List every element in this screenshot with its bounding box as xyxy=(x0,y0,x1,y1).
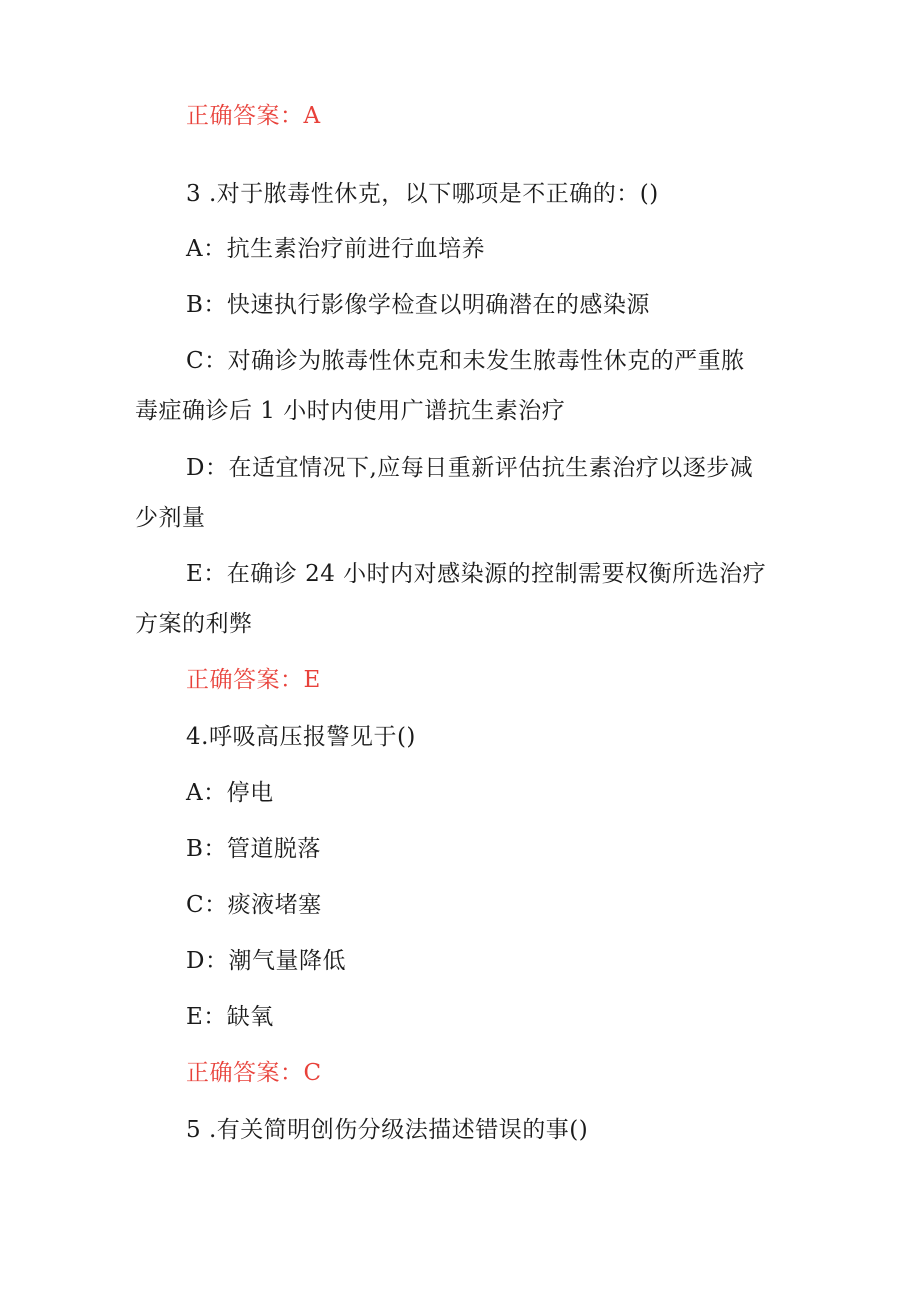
answer-q4: 正确答案：C xyxy=(186,1060,322,1086)
q4-option-d: D：潮气量降低 xyxy=(186,948,346,974)
q4-option-c: C：痰液堵塞 xyxy=(186,892,322,918)
q3-option-e-continued: 方案的利弊 xyxy=(135,611,253,637)
q3-option-a: A：抗生素治疗前进行血培养 xyxy=(186,236,486,262)
q3-option-c: C：对确诊为脓毒性休克和未发生脓毒性休克的严重脓 xyxy=(186,348,745,374)
question-5: 5 .有关简明创伤分级法描述错误的事() xyxy=(186,1117,589,1143)
q3-option-e: E：在确诊 24 小时内对感染源的控制需要权衡所选治疗 xyxy=(186,561,767,587)
q4-option-b: B：管道脱落 xyxy=(186,836,321,862)
question-4: 4.呼吸高压报警见于() xyxy=(186,724,416,750)
q3-option-b: B：快速执行影像学检查以明确潜在的感染源 xyxy=(186,292,650,318)
q3-option-c-continued: 毒症确诊后 1 小时内使用广谱抗生素治疗 xyxy=(135,398,566,424)
q3-option-d-continued: 少剂量 xyxy=(135,505,206,531)
answer-q2: 正确答案：A xyxy=(186,103,321,129)
q4-option-e: E：缺氧 xyxy=(186,1004,274,1030)
q3-option-d: D：在适宜情况下,应每日重新评估抗生素治疗以逐步减 xyxy=(186,455,754,481)
q4-option-a: A：停电 xyxy=(186,780,274,806)
answer-q3: 正确答案：E xyxy=(186,667,321,693)
question-3: 3 .对于脓毒性休克，以下哪项是不正确的：() xyxy=(186,181,659,207)
